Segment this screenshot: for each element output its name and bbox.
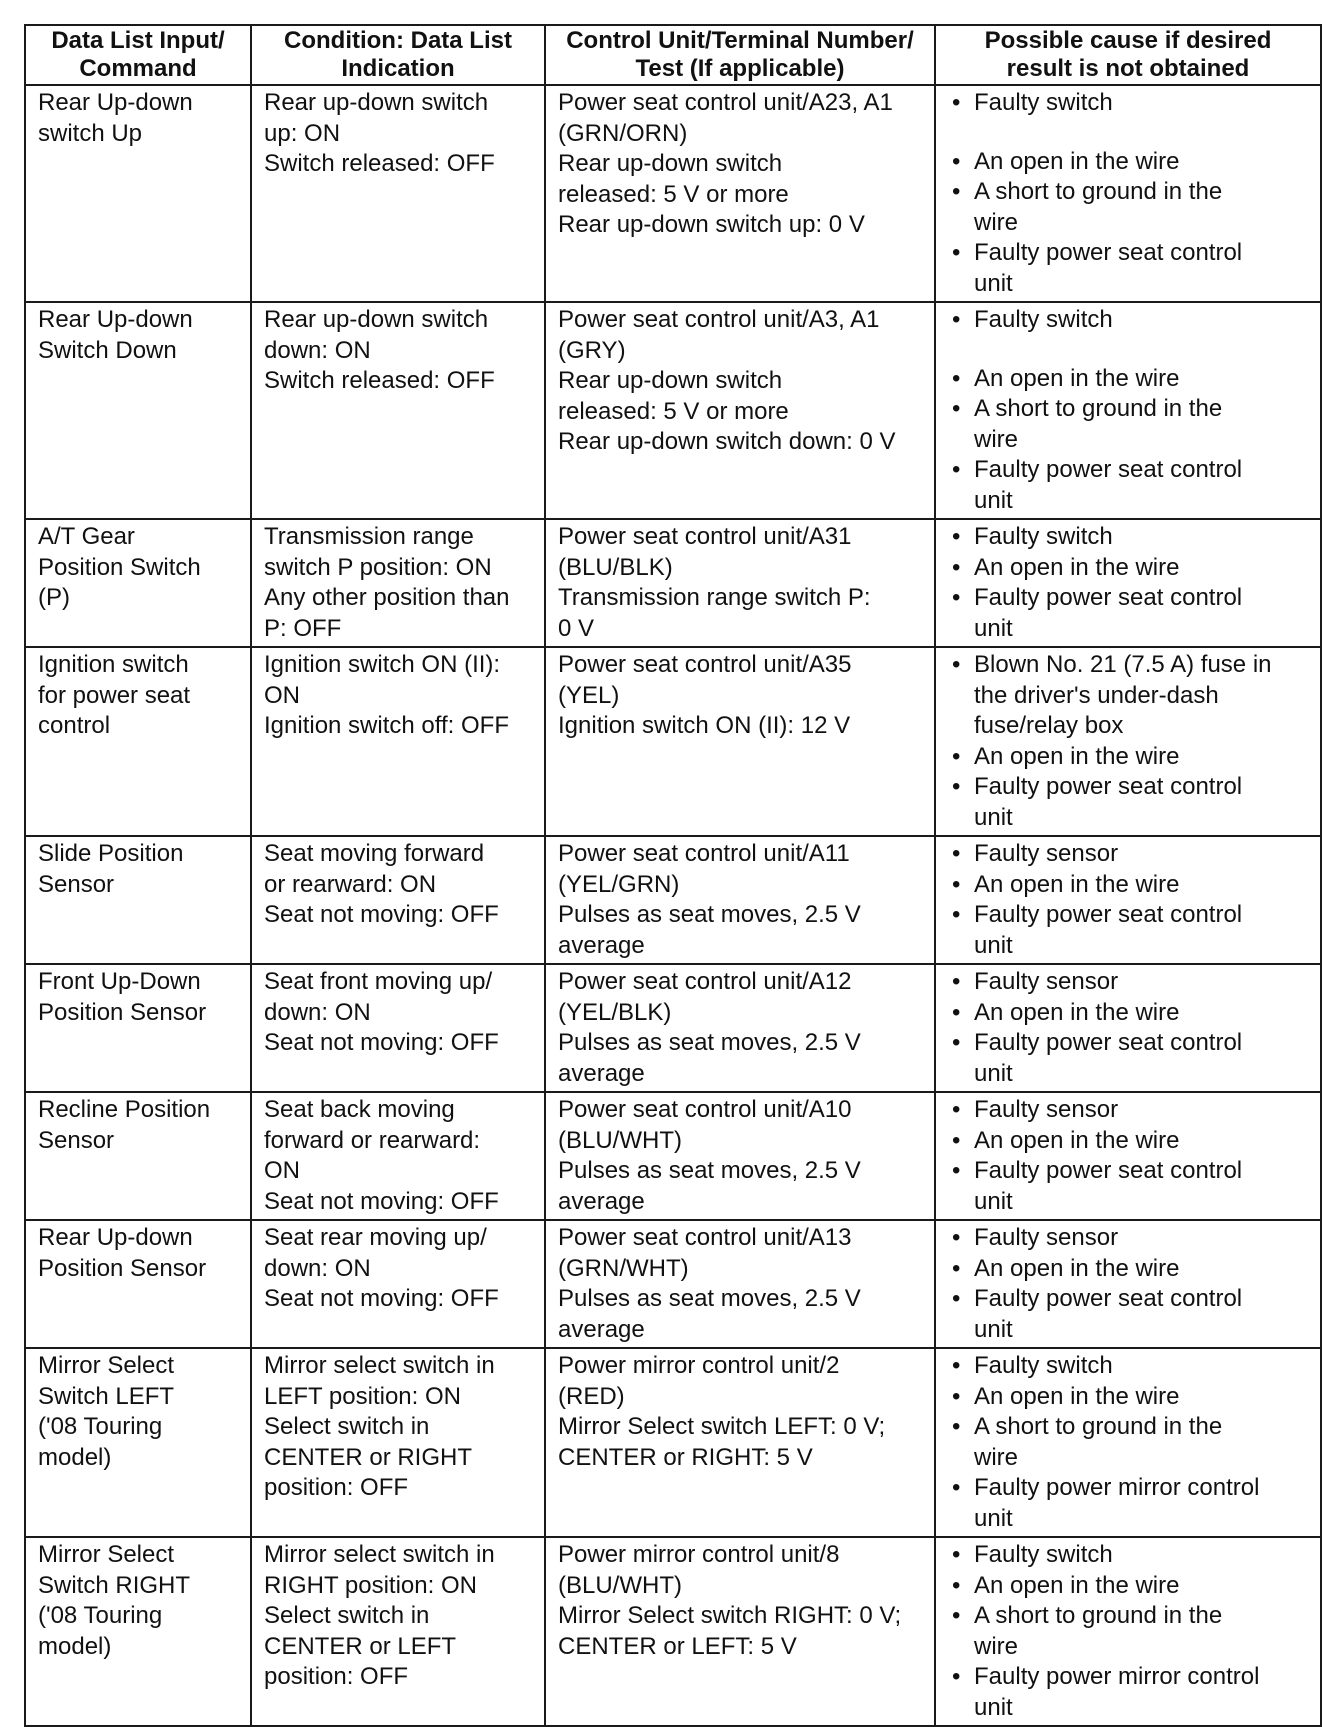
- cause-item: [948, 1351, 1312, 1382]
- control-cell-line: Power mirror control unit/8: [558, 1541, 840, 1568]
- table-row: [25, 647, 1321, 836]
- causes-cell: [935, 1537, 1321, 1726]
- control-cell-line: Transmission range switch P:: [558, 584, 871, 611]
- condition-cell-line: CENTER or LEFT: [264, 1632, 457, 1660]
- condition-cell-line: Rear up-down switch: [264, 89, 489, 116]
- condition-cell-line: up: ON: [264, 119, 341, 147]
- control-cell-line: Ignition switch ON (II): 12 V: [558, 712, 851, 739]
- cause-line: wire: [974, 1443, 1019, 1471]
- cause-item: [948, 1571, 1312, 1602]
- cause-item: [948, 1126, 1312, 1157]
- cause-line: • A short to ground in the: [974, 395, 1223, 422]
- cause-item: [948, 1028, 1312, 1089]
- condition-cell: [251, 519, 545, 647]
- cause-line: • Faulty switch: [974, 1352, 1113, 1379]
- input-cell-line: model): [38, 1443, 112, 1471]
- condition-cell-line: or rearward: ON: [264, 870, 437, 898]
- cause-list: [948, 305, 1312, 516]
- table-row: [25, 1092, 1321, 1220]
- causes-cell: [935, 519, 1321, 647]
- condition-cell-line: Mirror select switch in: [264, 1541, 495, 1568]
- cause-line: • An open in the wire: [974, 553, 1180, 581]
- control-cell: [545, 1348, 935, 1537]
- cause-line: • Faulty power seat control: [974, 1029, 1243, 1056]
- causes-cell: [935, 302, 1321, 519]
- cause-item: [948, 1473, 1312, 1534]
- control-cell-line: (BLU/BLK): [558, 553, 673, 581]
- condition-cell: [251, 1537, 545, 1726]
- control-cell: [545, 1220, 935, 1348]
- cause-line: unit: [974, 1315, 1013, 1343]
- condition-cell: [251, 85, 545, 302]
- control-cell: [545, 302, 935, 519]
- cause-line: unit: [974, 1504, 1013, 1532]
- header-condition: [251, 25, 545, 85]
- control-cell: [545, 519, 935, 647]
- input-cell-line: Rear Up-down: [38, 89, 193, 116]
- cause-item: [948, 1095, 1312, 1126]
- control-cell-line: Power seat control unit/A31: [558, 523, 852, 550]
- table-row: [25, 836, 1321, 964]
- input-cell-line: ('08 Touring: [38, 1602, 163, 1629]
- cause-item: [948, 1156, 1312, 1217]
- cause-list: [948, 88, 1312, 299]
- control-cell-line: CENTER or RIGHT: 5 V: [558, 1443, 813, 1471]
- condition-cell-line: Seat not moving: OFF: [264, 1029, 499, 1056]
- input-cell: [25, 1092, 251, 1220]
- cause-item: [948, 900, 1312, 961]
- condition-cell-line: Seat not moving: OFF: [264, 901, 499, 928]
- condition-cell-line: CENTER or RIGHT: [264, 1443, 473, 1471]
- control-cell: [545, 836, 935, 964]
- cause-line: • Faulty power seat control: [974, 1285, 1243, 1312]
- cause-list: [948, 522, 1312, 644]
- header-line: result is not obtained: [1006, 55, 1250, 82]
- condition-cell: [251, 964, 545, 1092]
- input-cell-line: Switch Down: [38, 336, 177, 364]
- cause-item: [948, 177, 1312, 238]
- cause-line: • An open in the wire: [974, 1571, 1180, 1599]
- control-cell-line: released: 5 V or more: [558, 397, 789, 425]
- cause-list: [948, 1095, 1312, 1217]
- condition-cell: [251, 302, 545, 519]
- cause-line: • Faulty sensor: [974, 1096, 1119, 1123]
- cause-item: [948, 967, 1312, 998]
- input-cell-line: Sensor: [38, 1126, 115, 1154]
- cause-line: wire: [974, 425, 1019, 453]
- input-cell-line: (P): [38, 584, 70, 611]
- cause-line: • An open in the wire: [974, 742, 1180, 770]
- condition-cell-line: down: ON: [264, 1254, 371, 1282]
- cause-item: [948, 1412, 1312, 1473]
- control-cell-line: average: [558, 1315, 645, 1343]
- cause-item: [948, 1662, 1312, 1723]
- condition-cell: [251, 1220, 545, 1348]
- condition-cell-line: Seat front moving up/: [264, 968, 493, 995]
- control-cell-line: Power seat control unit/A3, A1: [558, 306, 880, 333]
- control-cell-line: average: [558, 1187, 645, 1215]
- cause-line: • Faulty power seat control: [974, 773, 1243, 800]
- condition-cell-line: Select switch in: [264, 1413, 430, 1440]
- table-row: [25, 1537, 1321, 1726]
- input-cell-line: Ignition switch: [38, 651, 189, 678]
- input-cell-line: Position Sensor: [38, 1254, 207, 1282]
- cause-item: [948, 583, 1312, 644]
- control-cell-line: Pulses as seat moves, 2.5 V: [558, 1157, 861, 1184]
- cause-line: • Faulty power seat control: [974, 584, 1243, 611]
- cause-line: • Faulty sensor: [974, 968, 1119, 995]
- condition-cell-line: Seat back moving: [264, 1096, 455, 1123]
- condition-cell-line: switch P position: ON: [264, 553, 492, 581]
- input-cell: [25, 647, 251, 836]
- table-header: [25, 25, 1321, 85]
- condition-cell: [251, 1092, 545, 1220]
- header-line: Control Unit/Terminal Number/: [566, 27, 914, 54]
- table-body: [25, 85, 1321, 1726]
- control-cell-line: released: 5 V or more: [558, 180, 789, 208]
- header-line: Condition: Data List: [284, 27, 512, 54]
- cause-item: [948, 1254, 1312, 1285]
- causes-cell: [935, 1220, 1321, 1348]
- cause-line: wire: [974, 208, 1019, 236]
- input-cell-line: control: [38, 712, 111, 739]
- input-cell-line: switch Up: [38, 119, 143, 147]
- condition-cell-line: down: ON: [264, 336, 371, 364]
- cause-list: [948, 1540, 1312, 1723]
- cause-list: [948, 839, 1312, 961]
- cause-line: • An open in the wire: [974, 870, 1180, 898]
- control-cell-line: Pulses as seat moves, 2.5 V: [558, 1029, 861, 1056]
- cause-item: [948, 998, 1312, 1029]
- cause-line: • Faulty power seat control: [974, 456, 1243, 483]
- header-line: Test (If applicable): [635, 55, 845, 82]
- cause-item: [948, 394, 1312, 455]
- condition-cell: [251, 1348, 545, 1537]
- header-line: Data List Input/: [51, 27, 225, 54]
- cause-line: fuse/relay box: [974, 712, 1124, 739]
- causes-cell: [935, 85, 1321, 302]
- cause-line: • Faulty sensor: [974, 840, 1119, 867]
- data-list-table: [24, 24, 1322, 1727]
- control-cell-line: (YEL/BLK): [558, 998, 672, 1026]
- condition-cell-line: Seat moving forward: [264, 840, 485, 867]
- control-cell-line: (GRN/WHT): [558, 1254, 689, 1282]
- control-cell-line: (BLU/WHT): [558, 1571, 682, 1599]
- header-line: Command: [79, 55, 197, 82]
- header-line: Possible cause if desired: [984, 27, 1272, 54]
- cause-line: unit: [974, 931, 1013, 959]
- causes-cell: [935, 836, 1321, 964]
- cause-line: unit: [974, 486, 1013, 514]
- cause-line: • An open in the wire: [974, 998, 1180, 1026]
- control-cell-line: Power mirror control unit/2: [558, 1352, 840, 1379]
- cause-line: unit: [974, 1059, 1013, 1087]
- control-cell-line: (YEL): [558, 681, 620, 709]
- input-cell-line: Recline Position: [38, 1096, 211, 1123]
- cause-line: • Faulty power mirror control: [974, 1663, 1260, 1690]
- condition-cell-line: ON: [264, 681, 300, 709]
- header-input-command: [25, 25, 251, 85]
- cause-line: • Faulty switch: [974, 89, 1113, 116]
- header-row: [25, 25, 1321, 85]
- table-row: [25, 1348, 1321, 1537]
- cause-item: [948, 870, 1312, 901]
- control-cell-line: (YEL/GRN): [558, 870, 680, 898]
- control-cell-line: Mirror Select switch LEFT: 0 V;: [558, 1413, 886, 1440]
- condition-cell-line: forward or rearward:: [264, 1126, 481, 1154]
- input-cell-line: Rear Up-down: [38, 1224, 193, 1251]
- input-cell: [25, 519, 251, 647]
- cause-item: [948, 553, 1312, 584]
- cause-line: • An open in the wire: [974, 1126, 1180, 1154]
- control-cell-line: Power seat control unit/A13: [558, 1224, 852, 1251]
- input-cell-line: Mirror Select: [38, 1541, 175, 1568]
- control-cell-line: (GRY): [558, 336, 626, 364]
- control-cell-line: Power seat control unit/A11: [558, 840, 850, 867]
- control-cell-line: Pulses as seat moves, 2.5 V: [558, 1285, 861, 1312]
- condition-cell-line: LEFT position: ON: [264, 1382, 461, 1410]
- condition-cell-line: Rear up-down switch: [264, 306, 489, 333]
- condition-cell: [251, 647, 545, 836]
- condition-cell-line: Transmission range: [264, 523, 474, 550]
- input-cell-line: Switch LEFT: [38, 1382, 175, 1410]
- condition-cell-line: Ignition switch off: OFF: [264, 712, 509, 739]
- input-cell: [25, 836, 251, 964]
- input-cell-line: Position Sensor: [38, 998, 207, 1026]
- cause-item: [948, 364, 1312, 395]
- cause-line: • Faulty power seat control: [974, 1157, 1243, 1184]
- input-cell: [25, 302, 251, 519]
- control-cell: [545, 85, 935, 302]
- cause-item: [948, 1601, 1312, 1662]
- control-cell-line: Rear up-down switch: [558, 150, 783, 177]
- cause-item: [948, 147, 1312, 178]
- cause-item: [948, 1382, 1312, 1413]
- table-row: [25, 85, 1321, 302]
- cause-item: [948, 522, 1312, 553]
- control-cell-line: Rear up-down switch down: 0 V: [558, 428, 896, 455]
- control-cell-line: average: [558, 1059, 645, 1087]
- control-cell: [545, 964, 935, 1092]
- control-cell-line: Power seat control unit/A35: [558, 651, 852, 678]
- control-cell-line: Mirror Select switch RIGHT: 0 V;: [558, 1602, 902, 1629]
- cause-line: the driver's under-dash: [974, 681, 1219, 709]
- condition-cell-line: ON: [264, 1157, 300, 1184]
- input-cell: [25, 1537, 251, 1726]
- condition-cell-line: position: OFF: [264, 1663, 409, 1690]
- causes-cell: [935, 1092, 1321, 1220]
- condition-cell-line: Seat not moving: OFF: [264, 1285, 499, 1312]
- input-cell: [25, 1220, 251, 1348]
- condition-cell-line: Mirror select switch in: [264, 1352, 495, 1379]
- input-cell-line: A/T Gear: [38, 523, 135, 550]
- input-cell: [25, 1348, 251, 1537]
- condition-cell-line: Select switch in: [264, 1602, 430, 1629]
- cause-item: [948, 88, 1312, 119]
- causes-cell: [935, 647, 1321, 836]
- condition-cell-line: Seat not moving: OFF: [264, 1187, 499, 1215]
- cause-line: unit: [974, 614, 1013, 642]
- cause-line: wire: [974, 1632, 1019, 1660]
- cause-item: [948, 742, 1312, 773]
- control-cell-line: Power seat control unit/A12: [558, 968, 852, 995]
- cause-line: • An open in the wire: [974, 1382, 1180, 1410]
- input-cell-line: Rear Up-down: [38, 306, 193, 333]
- input-cell-line: Switch RIGHT: [38, 1571, 191, 1599]
- cause-item: [948, 305, 1312, 336]
- cause-line: unit: [974, 1187, 1013, 1215]
- condition-cell-line: Any other position than: [264, 584, 510, 611]
- input-cell-line: for power seat: [38, 681, 191, 709]
- control-cell-line: 0 V: [558, 614, 595, 642]
- causes-cell: [935, 1348, 1321, 1537]
- input-cell-line: ('08 Touring: [38, 1413, 163, 1440]
- control-cell-line: (GRN/ORN): [558, 119, 688, 147]
- cause-list: [948, 650, 1312, 833]
- cause-line: unit: [974, 269, 1013, 297]
- cause-item: [948, 1540, 1312, 1571]
- cause-line: • Faulty sensor: [974, 1224, 1119, 1251]
- cause-list: [948, 1223, 1312, 1345]
- condition-cell-line: Switch released: OFF: [264, 150, 495, 177]
- cause-line: • Faulty power mirror control: [974, 1474, 1260, 1501]
- control-cell: [545, 647, 935, 836]
- cause-line: • Faulty switch: [974, 523, 1113, 550]
- cause-line: • Faulty switch: [974, 1541, 1113, 1568]
- control-cell-line: Power seat control unit/A10: [558, 1096, 852, 1123]
- cause-line: • A short to ground in the: [974, 1602, 1223, 1629]
- control-cell: [545, 1092, 935, 1220]
- input-cell: [25, 85, 251, 302]
- header-control-unit: [545, 25, 935, 85]
- cause-line: • A short to ground in the: [974, 1413, 1223, 1440]
- cause-list: [948, 967, 1312, 1089]
- condition-cell-line: RIGHT position: ON: [264, 1571, 477, 1599]
- control-cell-line: (BLU/WHT): [558, 1126, 682, 1154]
- table-row: [25, 1220, 1321, 1348]
- cause-line: • A short to ground in the: [974, 178, 1223, 205]
- control-cell-line: Rear up-down switch up: 0 V: [558, 211, 865, 238]
- table-row: [25, 302, 1321, 519]
- cause-line: • An open in the wire: [974, 364, 1180, 392]
- cause-item: [948, 1284, 1312, 1345]
- cause-line: unit: [974, 803, 1013, 831]
- condition-cell-line: P: OFF: [264, 614, 342, 642]
- cause-item: [948, 650, 1312, 742]
- cause-line: • Faulty power seat control: [974, 239, 1243, 266]
- condition-cell: [251, 836, 545, 964]
- condition-cell-line: position: OFF: [264, 1474, 409, 1501]
- cause-item: [948, 238, 1312, 299]
- cause-line: • Blown No. 21 (7.5 A) fuse in: [974, 651, 1272, 678]
- condition-cell-line: Switch released: OFF: [264, 367, 495, 394]
- control-cell: [545, 1537, 935, 1726]
- input-cell-line: model): [38, 1632, 112, 1660]
- input-cell-line: Sensor: [38, 870, 115, 898]
- control-cell-line: average: [558, 931, 645, 959]
- header-possible-cause: [935, 25, 1321, 85]
- table-row: [25, 519, 1321, 647]
- cause-line: • Faulty power seat control: [974, 901, 1243, 928]
- cause-line: • An open in the wire: [974, 147, 1180, 175]
- input-cell-line: Position Switch: [38, 553, 201, 581]
- cause-line: • An open in the wire: [974, 1254, 1180, 1282]
- input-cell-line: Mirror Select: [38, 1352, 175, 1379]
- control-cell-line: (RED): [558, 1382, 625, 1410]
- input-cell: [25, 964, 251, 1092]
- cause-line: • Faulty switch: [974, 306, 1113, 333]
- control-cell-line: Rear up-down switch: [558, 367, 783, 394]
- cause-item: [948, 455, 1312, 516]
- header-line: Indication: [341, 55, 455, 82]
- control-cell-line: Pulses as seat moves, 2.5 V: [558, 901, 861, 928]
- cause-list: [948, 1351, 1312, 1534]
- cause-item: [948, 772, 1312, 833]
- input-cell-line: Front Up-Down: [38, 968, 201, 995]
- cause-line: unit: [974, 1693, 1013, 1721]
- condition-cell-line: down: ON: [264, 998, 371, 1026]
- control-cell-line: Power seat control unit/A23, A1: [558, 89, 893, 116]
- cause-item: [948, 1223, 1312, 1254]
- input-cell-line: Slide Position: [38, 840, 184, 867]
- condition-cell-line: Seat rear moving up/: [264, 1224, 487, 1251]
- control-cell-line: CENTER or LEFT: 5 V: [558, 1632, 797, 1660]
- causes-cell: [935, 964, 1321, 1092]
- cause-item: [948, 839, 1312, 870]
- table-row: [25, 964, 1321, 1092]
- condition-cell-line: Ignition switch ON (II):: [264, 651, 501, 678]
